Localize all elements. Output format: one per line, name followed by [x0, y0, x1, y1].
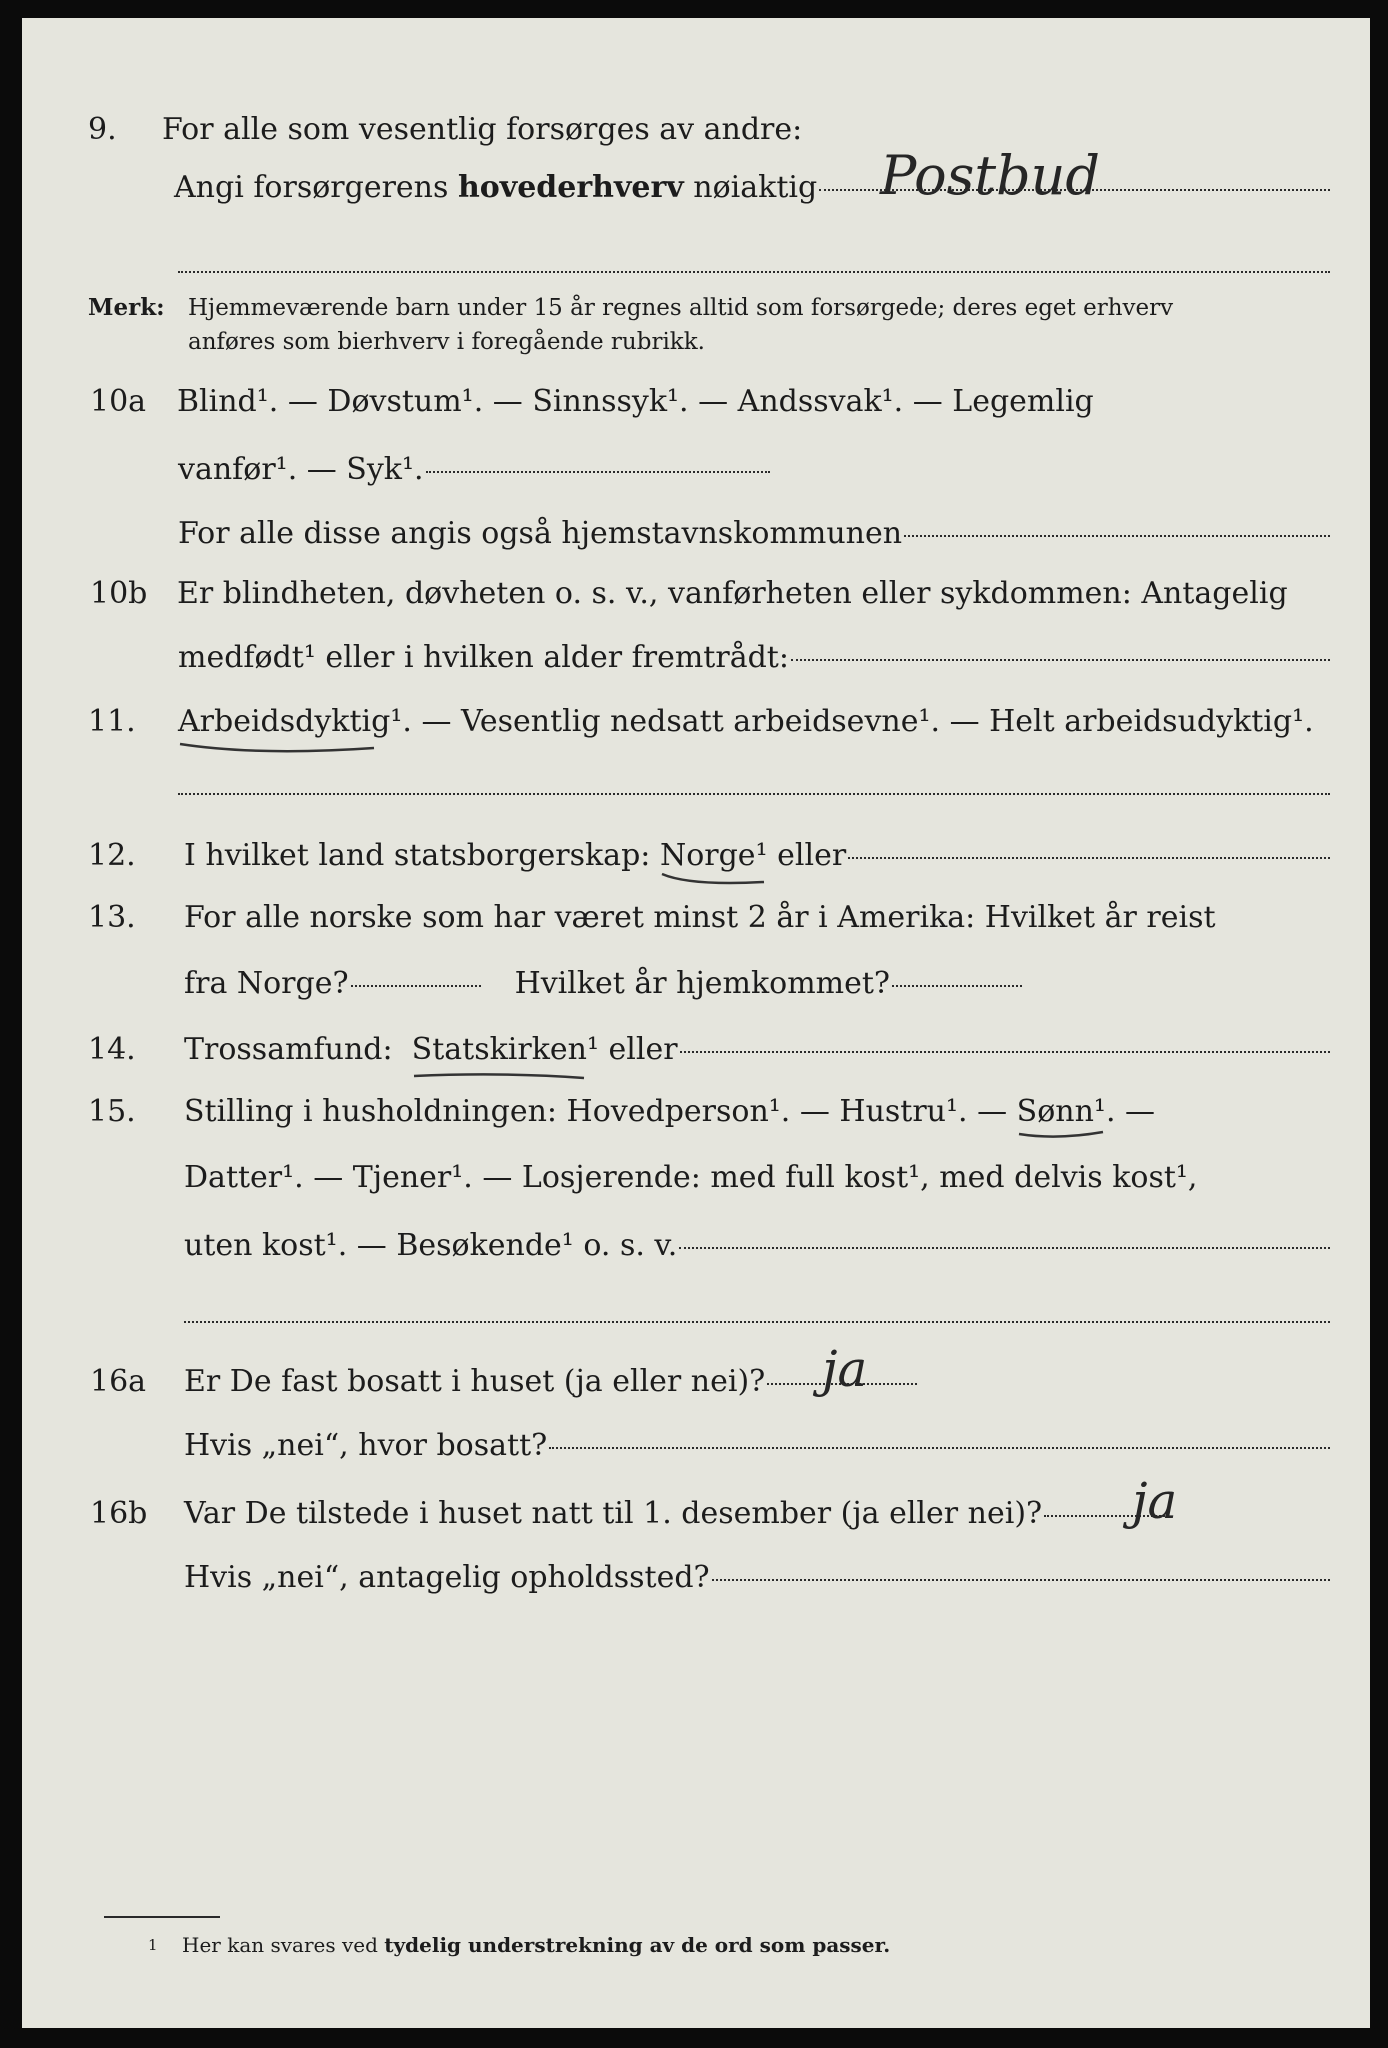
q10a-text-1: Blind¹. — Døvstum¹. — Sinnssyk¹. — Andssvak¹. — Legemlig [177, 384, 1094, 419]
q14-underline-mark [412, 1066, 588, 1084]
q16a-handwritten-answer: ja [822, 1340, 868, 1398]
footnote-text-b: tydelig understrekning av de ord som passer. [384, 1933, 891, 1957]
q9-number: 9. [88, 112, 117, 147]
q11-option-underlined [178, 702, 390, 742]
q15-answer-line [679, 1246, 1330, 1249]
q12-answer-line [848, 856, 1330, 859]
q9-text-2c: nøiaktig [693, 170, 818, 205]
q10a-number: 10a [90, 384, 147, 419]
q10a-answer-line [426, 470, 770, 473]
note-text-2: anføres som bierhverv i foregående rubrikk. [188, 329, 705, 355]
q10b-text-2: medfødt¹ eller i hvilken alder fremtrådt: [178, 640, 789, 675]
q15-text-1b: ¹. — [1093, 1094, 1156, 1129]
q16b-text-2: Hvis „nei“, antagelig opholdssted? [184, 1560, 710, 1595]
q12-rest: ¹ eller [755, 838, 847, 873]
q15-underline-mark [1017, 1128, 1107, 1146]
q10b-text-1: Er blindheten, døvheten o. s. v., vanførheten eller sykdommen: Antagelig [177, 576, 1288, 611]
q15-option-underlined [1017, 1092, 1094, 1132]
q13-year-returned-line [892, 984, 1022, 987]
q16a-number: 16a [90, 1364, 147, 1399]
q9-text-2b: hovederhverv [457, 170, 684, 205]
q10a-text-3: For alle disse angis også hjemstavnskommunen [178, 516, 903, 551]
q14-option-state-church: Statskirken [411, 1032, 587, 1067]
note-text-1: Hjemmeværende barn under 15 år regnes alltid som forsørgede; deres eget erhverv [188, 295, 1174, 321]
q16b-text-1: Var De tilstede i huset natt til 1. desember (ja eller nei)? [184, 1496, 1043, 1531]
q11-number: 11. [88, 704, 136, 739]
q16a-text-2: Hvis „nei“, hvor bosatt? [184, 1428, 548, 1463]
q10b-answer-line [791, 658, 1330, 661]
q12-option-underlined [660, 836, 756, 876]
q15-text-1a: Stilling i husholdningen: Hovedperson¹. — Hustru¹. — [184, 1094, 1008, 1129]
q16b-number: 16b [90, 1496, 148, 1531]
q15-extra-line [184, 1320, 1330, 1323]
q15-option-son: Sønn [1016, 1094, 1094, 1129]
q10a-home-municipality-line [904, 534, 1330, 537]
q13-text-2a: fra Norge? [184, 966, 349, 1001]
q14-option-underlined [412, 1030, 587, 1070]
q16b-whereabouts-line [712, 1578, 1330, 1581]
q11-extra-line [178, 792, 1330, 795]
q9-text-2a: Angi forsørgerens [174, 170, 449, 205]
q10b-number: 10b [90, 576, 148, 611]
q12-option-norway: Norge [659, 838, 756, 873]
q10a-text-2: vanfør¹. — Syk¹. [178, 452, 424, 487]
q9-text-1: For alle som vesentlig forsørges av andre: [162, 112, 803, 147]
footnote-mark: 1 [148, 1936, 158, 1954]
q15-text-3: uten kost¹. — Besøkende¹ o. s. v. [184, 1228, 678, 1263]
q16a-residence-line [549, 1446, 1330, 1449]
q13-number: 13. [88, 900, 136, 935]
footnote-text-a: Her kan svares ved [182, 1933, 378, 1957]
footnote-rule [104, 1916, 220, 1918]
q11-rest: ¹. — Vesentlig nedsatt arbeidsevne¹. — Helt arbeidsudyktig¹. [390, 704, 1314, 739]
q13-year-left-line [351, 984, 481, 987]
q14-text: Trossamfund: [184, 1032, 393, 1067]
q15-number: 15. [88, 1094, 136, 1129]
q12-underline-mark [660, 870, 770, 890]
q12-text: I hvilket land statsborgerskap: [184, 838, 651, 873]
q11-underline-mark [178, 738, 378, 756]
q14-answer-line [680, 1050, 1330, 1053]
q12-number: 12. [88, 838, 136, 873]
q14-number: 14. [88, 1032, 136, 1067]
note-label: Merk: [88, 294, 165, 321]
q16b-handwritten-answer: ja [1132, 1472, 1178, 1530]
q9-extra-line [178, 270, 1330, 273]
q13-text-2b: Hvilket år hjemkommet? [514, 966, 891, 1001]
q14-rest: ¹ eller [586, 1032, 678, 1067]
q13-text-1: For alle norske som har været minst 2 år i Amerika: Hvilket år reist [184, 900, 1216, 935]
q9-handwritten-answer: Postbud [880, 144, 1100, 207]
q11-option-able: Arbeidsdyktig [178, 704, 391, 739]
q15-text-2: Datter¹. — Tjener¹. — Losjerende: med full kost¹, med delvis kost¹, [184, 1160, 1198, 1195]
census-form-page [22, 18, 1370, 2028]
q16a-text-1: Er De fast bosatt i huset (ja eller nei)? [184, 1364, 766, 1399]
